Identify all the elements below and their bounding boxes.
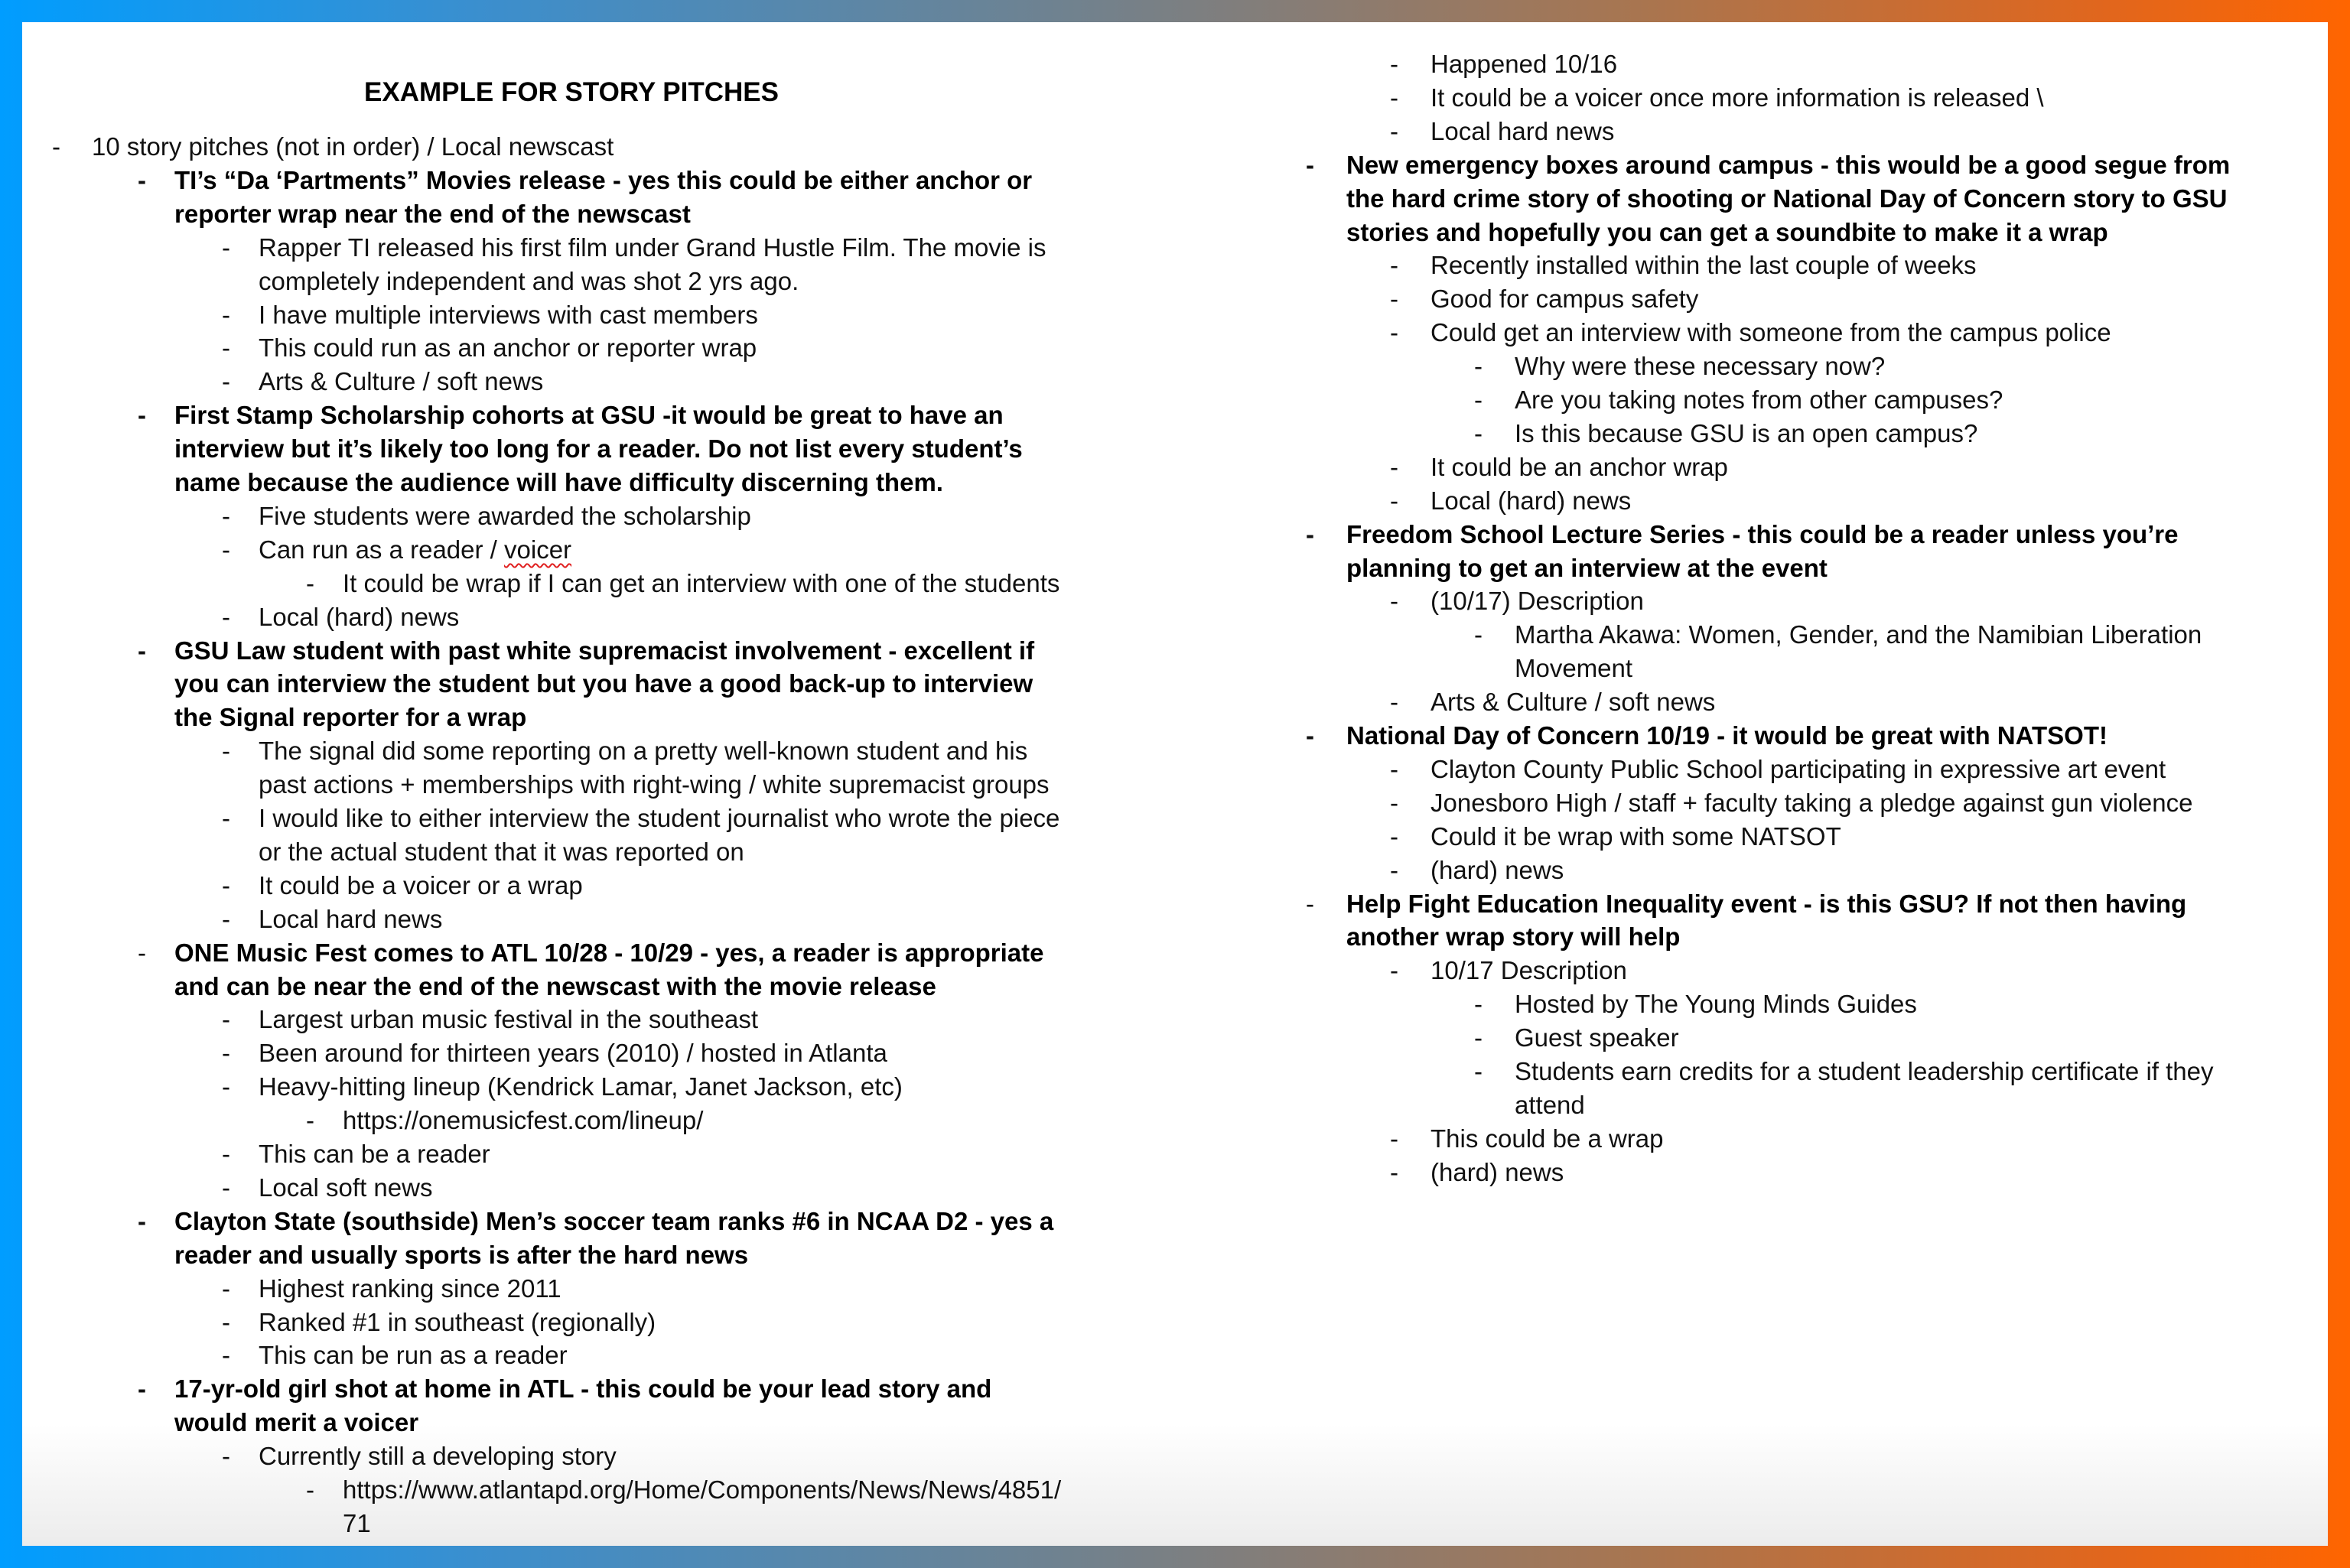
bullet-dash-icon: - <box>1390 688 1398 717</box>
bullet-dash-icon: - <box>52 132 60 161</box>
bullet-dash-icon: - <box>222 1307 230 1336</box>
list-item-text: Is this because GSU is an open campus? <box>1515 418 1978 447</box>
bullet-dash-icon: - <box>138 1206 146 1235</box>
list-item <box>22 47 2328 81</box>
list-item-text: Could get an interview with someone from the campus police <box>1431 318 2111 347</box>
list-item <box>22 1339 2328 1372</box>
list-item-text: I have multiple interviews with cast members <box>259 300 758 329</box>
bullet-dash-icon: - <box>222 1005 230 1034</box>
bullet-dash-icon: - <box>1474 385 1483 414</box>
list-item-text: GSU Law student with past white supremacist involvement - excellent if <box>174 636 1035 665</box>
list-item-continuation <box>22 551 2328 585</box>
list-item-text: Five students were awarded the scholarship <box>259 501 751 530</box>
list-item <box>22 820 2328 854</box>
document-page <box>22 22 2328 1546</box>
list-item <box>22 1156 2328 1189</box>
list-item-continuation <box>22 1088 2328 1122</box>
list-item-text: (hard) news <box>1431 1157 1564 1186</box>
bullet-dash-icon: - <box>222 1072 230 1101</box>
list-item-text: This could be a wrap <box>1431 1124 1664 1153</box>
list-item-text: It could be an anchor wrap <box>1431 452 1728 481</box>
list-item-text: reporter wrap near the end of the newscast <box>174 199 691 228</box>
list-item <box>22 954 2328 987</box>
list-item-text: Arts & Culture / soft news <box>259 367 544 396</box>
list-item-text: the Signal reporter for a wrap <box>174 703 527 732</box>
bullet-dash-icon: - <box>1390 251 1398 280</box>
bullet-dash-icon: - <box>306 1106 314 1135</box>
list-item-text: Recently installed within the last couple of weeks <box>1431 251 1977 280</box>
list-item-text: 10/17 Description <box>1431 956 1627 985</box>
list-item <box>22 1021 2328 1055</box>
list-item <box>22 1440 2328 1473</box>
list-item <box>22 987 2328 1021</box>
bullet-dash-icon: - <box>1390 788 1398 817</box>
list-item <box>22 417 2328 451</box>
list-item-text: another wrap story will help <box>1346 922 1681 952</box>
list-item-text: The signal did some reporting on a pretty well-known student and his <box>259 737 1028 766</box>
bullet-dash-icon: - <box>1390 821 1398 851</box>
list-item <box>22 316 2328 350</box>
list-item <box>22 282 2328 316</box>
list-item-text: Clayton State (southside) Men’s soccer team ranks #6 in NCAA D2 - yes a <box>174 1206 1054 1235</box>
list-item-continuation <box>22 182 2328 216</box>
list-item-text: Martha Akawa: Women, Gender, and the Namibian Liberation <box>1515 620 2202 649</box>
bullet-dash-icon: - <box>1390 83 1398 112</box>
list-item-text: National Day of Concern 10/19 - it would be great with NATSOT! <box>1346 721 2108 750</box>
list-item-text: Heavy-hitting lineup (Kendrick Lamar, Janet Jackson, etc) <box>259 1072 903 1101</box>
bullet-dash-icon: - <box>222 367 230 396</box>
list-item-text: Local hard news <box>1431 116 1615 145</box>
list-item-text: Ranked #1 in southeast (regionally) <box>259 1307 656 1336</box>
list-item-text: past actions + memberships with right-wing / white supremacist groups <box>259 770 1050 799</box>
bullet-dash-icon: - <box>138 1374 146 1404</box>
list-item-text: or the actual student that it was reported on <box>259 837 744 866</box>
list-item <box>22 451 2328 484</box>
list-item-text: It could be a voicer once more information is released \ <box>1431 83 2044 112</box>
bullet-dash-icon: - <box>222 1140 230 1168</box>
list-item <box>22 350 2328 383</box>
bullet-dash-icon: - <box>1474 1057 1483 1085</box>
list-item <box>22 753 2328 786</box>
story-pitch-heading <box>22 719 2328 753</box>
list-item-text: Are you taking notes from other campuses? <box>1515 385 2003 414</box>
bullet-dash-icon: - <box>138 165 146 194</box>
bullet-dash-icon: - <box>222 233 230 262</box>
list-item-text: https://onemusicfest.com/lineup/ <box>343 1106 704 1135</box>
list-item-continuation <box>22 652 2328 685</box>
bullet-dash-icon: - <box>222 804 230 832</box>
list-item <box>22 1122 2328 1156</box>
bullet-dash-icon: - <box>1390 285 1398 314</box>
list-item-text: the hard crime story of shooting or National Day of Concern story to GSU <box>1346 184 2228 213</box>
bullet-dash-icon: - <box>1390 855 1398 884</box>
bullet-dash-icon: - <box>306 1475 314 1504</box>
list-item-text: attend <box>1515 1090 1585 1119</box>
bullet-dash-icon: - <box>1390 587 1398 616</box>
list-item-text: Could it be wrap with some NATSOT <box>1431 821 1841 851</box>
bullet-dash-icon: - <box>1390 754 1398 783</box>
list-item <box>22 1272 2328 1306</box>
list-item-text: This can be run as a reader <box>259 1341 568 1370</box>
list-item <box>22 584 2328 618</box>
list-item-text: Arts & Culture / soft news <box>1431 688 1716 717</box>
list-item-text: Local (hard) news <box>1431 486 1632 515</box>
list-item <box>22 1055 2328 1088</box>
list-item-text: (hard) news <box>1431 855 1564 884</box>
bullet-dash-icon: - <box>1390 1157 1398 1186</box>
list-item-text: Can run as a reader / voicer <box>259 535 572 564</box>
list-item-text: Clayton County Public School participating in expressive art event <box>1431 754 2166 783</box>
list-item-text: Students earn credits for a student leadership certificate if they <box>1515 1057 2214 1085</box>
bullet-dash-icon: - <box>138 938 146 967</box>
list-item <box>22 1306 2328 1339</box>
bullet-dash-icon: - <box>1390 452 1398 481</box>
list-item <box>22 854 2328 887</box>
list-item-text: 10 story pitches (not in order) / Local newscast <box>92 132 614 161</box>
bullet-dash-icon: - <box>1474 418 1483 447</box>
bullet-dash-icon: - <box>306 568 314 597</box>
bullet-dash-icon: - <box>222 1274 230 1303</box>
bullet-dash-icon: - <box>138 636 146 665</box>
list-item-text: (10/17) Description <box>1431 587 1644 616</box>
bullet-dash-icon: - <box>1306 889 1314 918</box>
list-item-text: and can be near the end of the newscast with the movie release <box>174 971 936 1000</box>
list-item-text: Good for campus safety <box>1431 285 1699 314</box>
bullet-dash-icon: - <box>222 602 230 631</box>
list-item-text: name because the audience will have difficulty discerning them. <box>174 468 943 496</box>
list-item-text: Jonesboro High / staff + faculty taking a pledge against gun violence <box>1431 788 2193 817</box>
list-item <box>22 618 2328 652</box>
list-item-text: Local soft news <box>259 1173 433 1202</box>
bullet-dash-icon: - <box>1390 50 1398 78</box>
list-item <box>22 81 2328 115</box>
story-pitch-heading <box>22 148 2328 182</box>
list-item-text: Local (hard) news <box>259 602 460 631</box>
bullet-dash-icon: - <box>222 1442 230 1471</box>
list-item-text: Local hard news <box>259 904 443 933</box>
list-item-text: This can be a reader <box>259 1140 490 1168</box>
bullet-dash-icon: - <box>1474 990 1483 1019</box>
bullet-dash-icon: - <box>222 737 230 766</box>
list-item-text: 71 <box>343 1508 371 1537</box>
list-item-text: It could be wrap if I can get an interview with one of the students <box>343 568 1060 597</box>
list-item-text: https://www.atlantapd.org/Home/Components/News/News/4851/ <box>343 1475 1062 1504</box>
bullet-dash-icon: - <box>222 1341 230 1370</box>
bullet-dash-icon: - <box>1390 116 1398 145</box>
list-item-text: reader and usually sports is after the hard news <box>174 1240 749 1269</box>
bullet-dash-icon: - <box>222 904 230 933</box>
list-item <box>22 685 2328 719</box>
list-item-text: It could be a voicer or a wrap <box>259 870 583 899</box>
bullet-dash-icon: - <box>222 1173 230 1202</box>
list-item <box>22 115 2328 148</box>
bullet-dash-icon: - <box>1306 150 1314 179</box>
list-item-text: Happened 10/16 <box>1431 50 1618 78</box>
list-item-text: Why were these necessary now? <box>1515 352 1886 381</box>
story-pitch-heading <box>22 887 2328 921</box>
list-item-text: Been around for thirteen years (2010) / hosted in Atlanta <box>259 1039 887 1068</box>
bullet-dash-icon: - <box>1306 519 1314 548</box>
bullet-dash-icon: - <box>138 401 146 430</box>
list-item-text: This could run as an anchor or reporter wrap <box>259 333 757 363</box>
bullet-dash-icon: - <box>1390 956 1398 985</box>
bullet-dash-icon: - <box>222 300 230 329</box>
list-item-continuation <box>22 1406 2328 1440</box>
list-item-text: 17-yr-old girl shot at home in ATL - this could be your lead story and <box>174 1374 992 1404</box>
list-item-text: Currently still a developing story <box>259 1442 617 1471</box>
list-item-text: completely independent and was shot 2 yrs ago. <box>259 266 799 295</box>
list-item-text: Rapper TI released his first film under Grand Hustle Film. The movie is <box>259 233 1046 262</box>
list-item-text: would merit a voicer <box>174 1408 419 1437</box>
list-item-text: ONE Music Fest comes to ATL 10/28 - 10/29 - yes, a reader is appropriate <box>174 938 1044 967</box>
list-item-text: you can interview the student but you have a good back-up to interview <box>174 669 1033 698</box>
story-pitch-heading <box>22 1372 2328 1406</box>
list-item-text: Highest ranking since 2011 <box>259 1274 561 1303</box>
list-item <box>22 786 2328 820</box>
list-item-continuation <box>22 920 2328 954</box>
bullet-dash-icon: - <box>222 870 230 899</box>
bullet-dash-icon: - <box>222 535 230 564</box>
document-title: EXAMPLE FOR STORY PITCHES <box>364 77 779 107</box>
list-item-continuation <box>22 1507 2328 1540</box>
list-item-text: Help Fight Education Inequality event - is this GSU? If not then having <box>1346 889 2187 918</box>
list-item-continuation <box>22 1238 2328 1272</box>
list-item-text: TI’s “Da ‘Partments” Movies release - yes this could be either anchor or <box>174 165 1033 194</box>
list-item-text: planning to get an interview at the event <box>1346 553 1828 582</box>
bullet-dash-icon: - <box>222 333 230 363</box>
list-item-text: Movement <box>1515 654 1633 683</box>
bullet-dash-icon: - <box>1390 486 1398 515</box>
list-item-text: Freedom School Lecture Series - this could be a reader unless you’re <box>1346 519 2179 548</box>
bullet-dash-icon: - <box>1390 318 1398 347</box>
list-item <box>22 484 2328 518</box>
list-item-text: I would like to either interview the student journalist who wrote the piece <box>259 804 1060 832</box>
story-pitch-heading <box>22 518 2328 551</box>
bullet-dash-icon: - <box>1306 721 1314 750</box>
list-item-text: Guest speaker <box>1515 1023 1679 1052</box>
bullet-dash-icon: - <box>1474 620 1483 649</box>
bullet-dash-icon: - <box>1390 1124 1398 1153</box>
list-item <box>22 1473 2328 1507</box>
spellcheck-flagged-word[interactable]: voicer <box>504 535 572 564</box>
bullet-dash-icon: - <box>1474 1023 1483 1052</box>
bullet-dash-icon: - <box>222 501 230 530</box>
list-item <box>22 383 2328 417</box>
bullet-dash-icon: - <box>222 1039 230 1068</box>
list-item-text: First Stamp Scholarship cohorts at GSU -it would be great to have an <box>174 401 1004 430</box>
list-item-text: interview but it’s likely too long for a reader. Do not list every student’s <box>174 434 1023 464</box>
list-item-text: Hosted by The Young Minds Guides <box>1515 990 1917 1019</box>
list-item-text: New emergency boxes around campus - this would be a good segue from <box>1346 150 2231 179</box>
list-item-continuation <box>22 216 2328 249</box>
list-item-text: Largest urban music festival in the southeast <box>259 1005 759 1034</box>
bullet-dash-icon: - <box>1474 352 1483 381</box>
list-item-text: stories and hopefully you can get a soundbite to make it a wrap <box>1346 217 2108 246</box>
story-pitch-heading <box>22 1205 2328 1238</box>
list-item <box>22 249 2328 282</box>
